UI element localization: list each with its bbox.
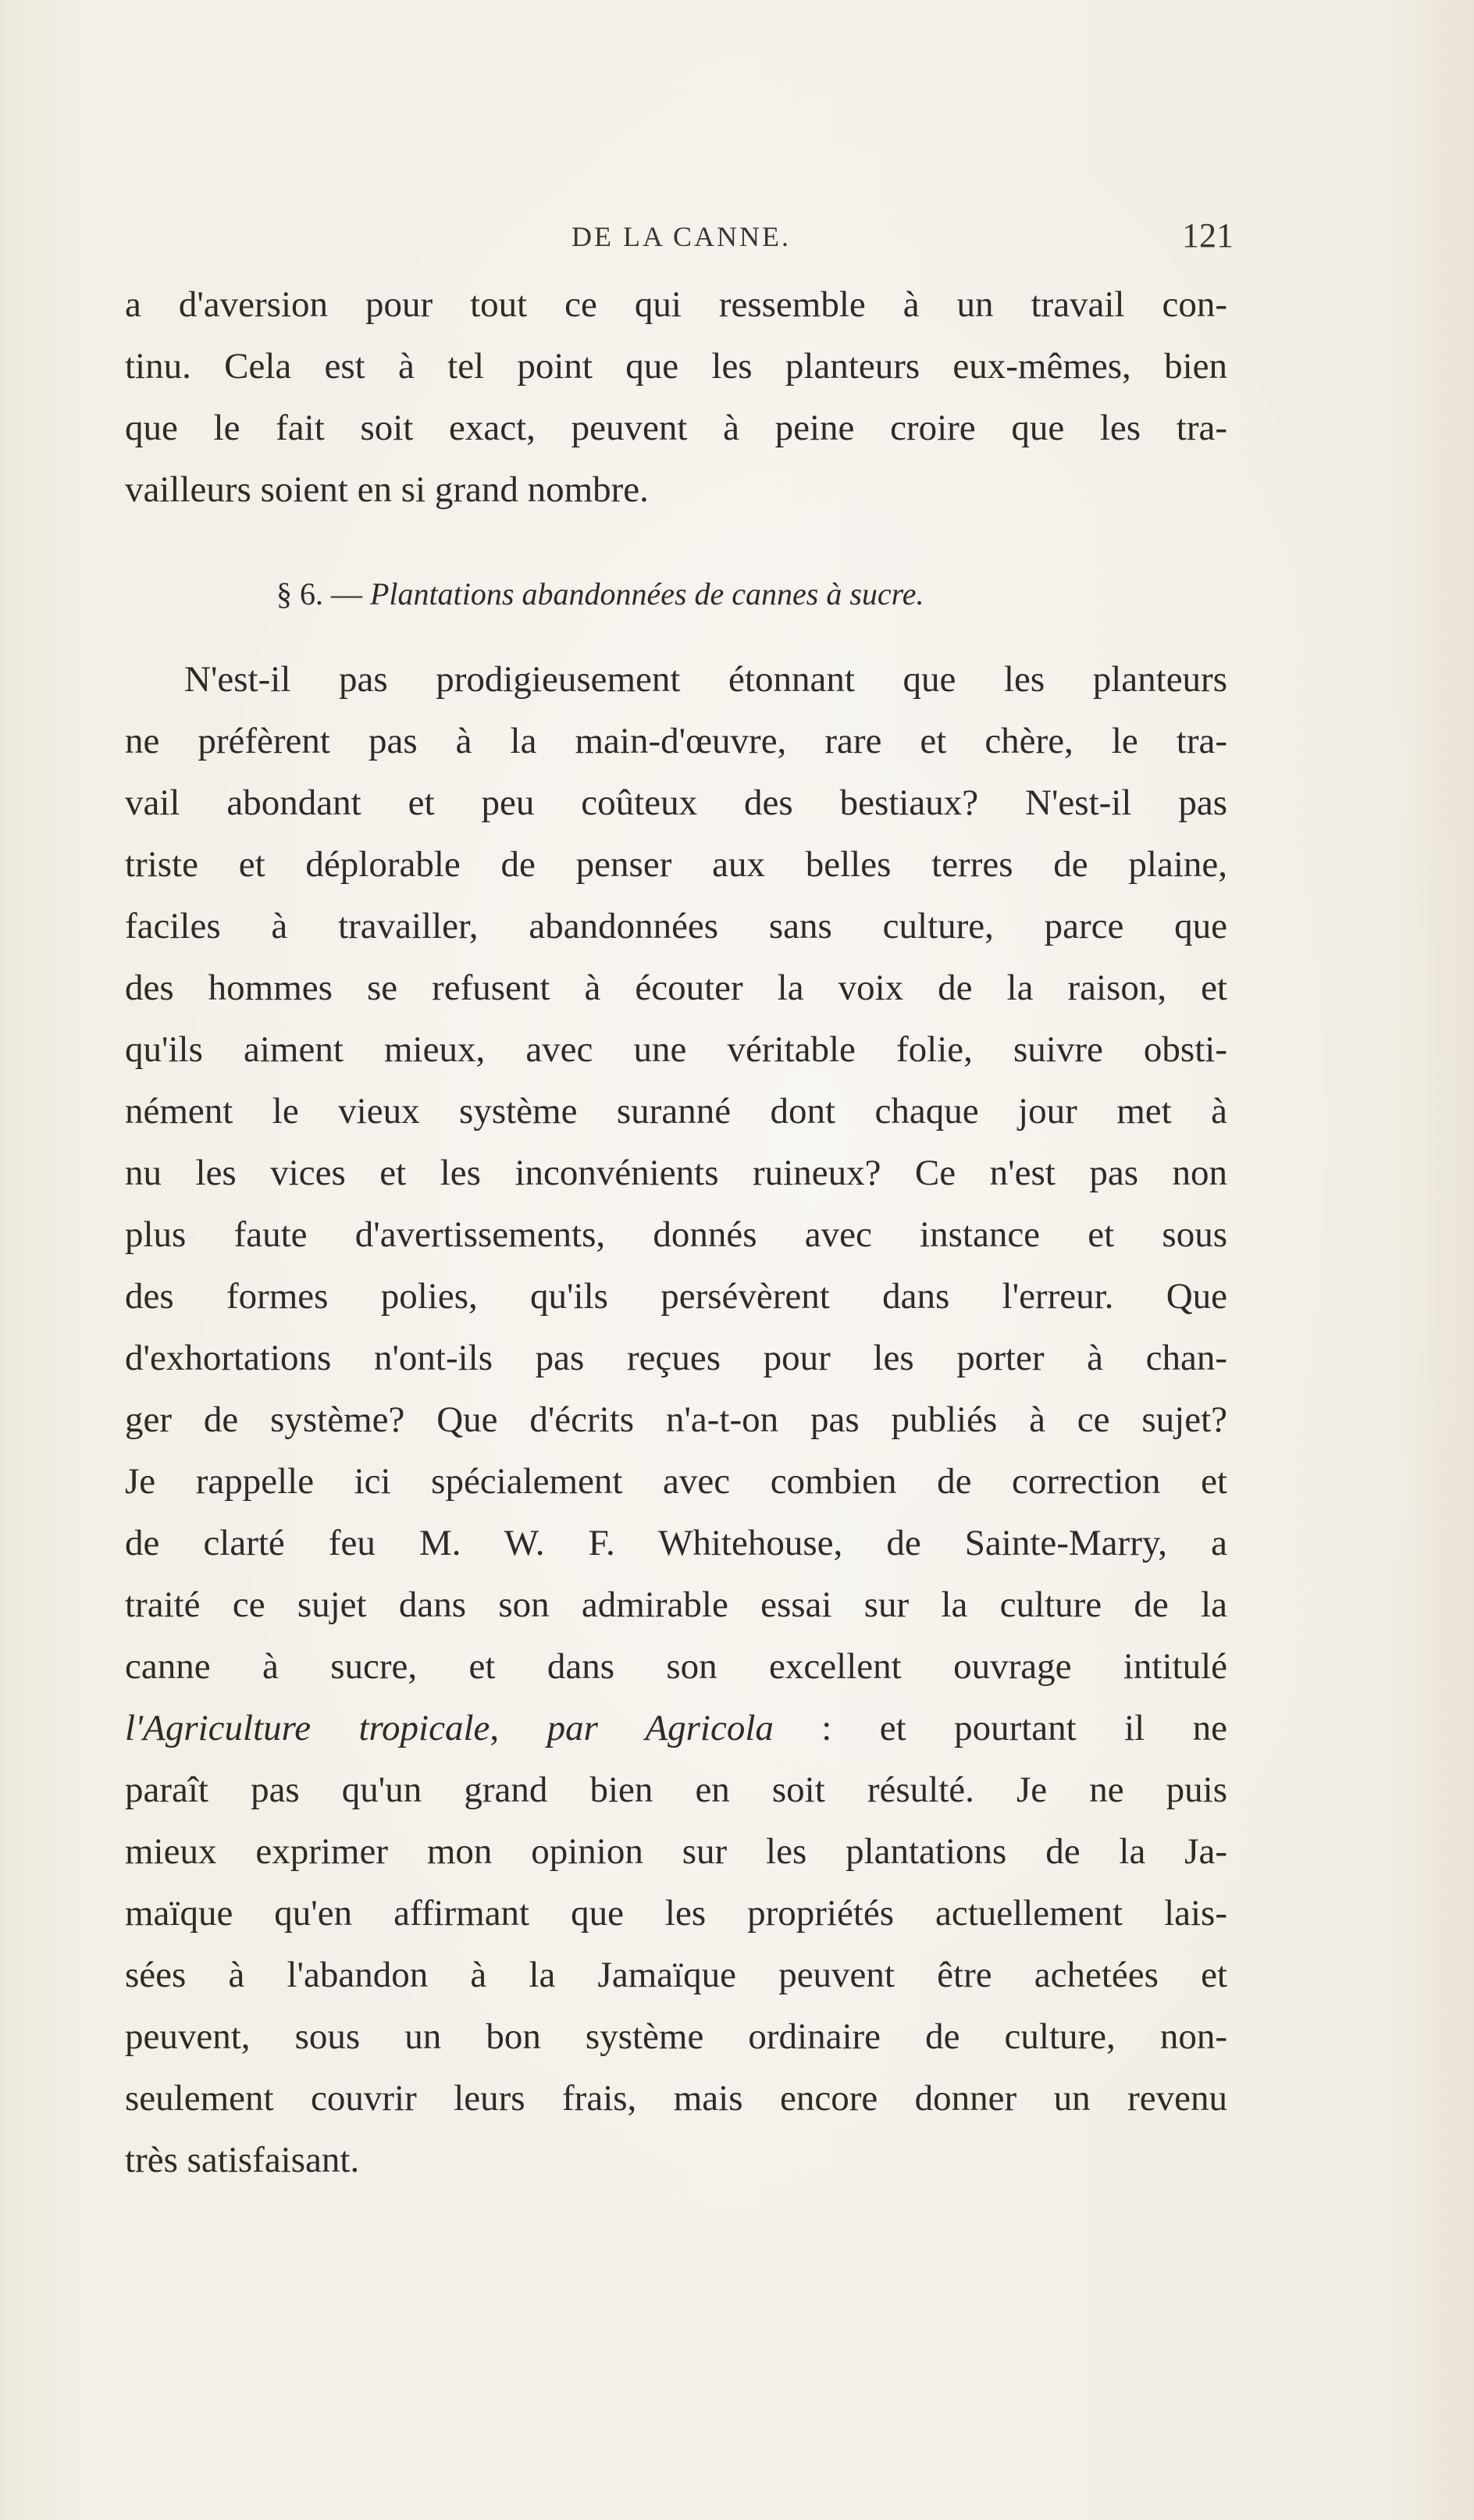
- text-line: des formes polies, qu'ils persévèrent dans l'erreur. Que: [125, 1276, 1227, 1317]
- text-line: d'exhortations n'ont-ils pas reçues pour les porter à chan-: [125, 1338, 1227, 1378]
- text-line: vailleurs soient en si grand nombre.: [125, 469, 649, 510]
- section-title: Plantations abandonnées de cannes à sucre.: [370, 576, 924, 611]
- text-line: Je rappelle ici spécialement avec combien de correction et: [125, 1461, 1227, 1502]
- text-line: faciles à travailler, abandonnées sans culture, parce que: [125, 906, 1227, 946]
- text-line: canne à sucre, et dans son excellent ouvrage intitulé: [125, 1646, 1227, 1687]
- running-head: [125, 216, 1234, 267]
- text-fragment: : et pourtant il ne: [773, 1708, 1227, 1748]
- text-line: ger de système? Que d'écrits n'a-t-on pas publiés à ce sujet?: [125, 1399, 1227, 1440]
- running-head-title: DE LA CANNE.: [571, 221, 791, 252]
- text-line: vail abondant et peu coûteux des bestiaux? N'est-il pas: [125, 782, 1227, 823]
- text-line: de clarté feu M. W. F. Whitehouse, de Sainte-Marry, a: [125, 1523, 1227, 1563]
- text-line: que le fait soit exact, peuvent à peine croire que les tra-: [125, 408, 1227, 448]
- text-line: plus faute d'avertissements, donnés avec instance et sous: [125, 1214, 1227, 1255]
- text-line: nément le vieux système suranné dont chaque jour met à: [125, 1091, 1227, 1132]
- text-line: qu'ils aiment mieux, avec une véritable folie, suivre obsti-: [125, 1029, 1227, 1070]
- text-line: triste et déplorable de penser aux belles terres de plaine,: [125, 844, 1227, 885]
- text-line: peuvent, sous un bon système ordinaire de culture, non-: [125, 2016, 1227, 2057]
- text-line: traité ce sujet dans son admirable essai sur la culture de la: [125, 1584, 1227, 1625]
- text-line: N'est-il pas prodigieusement étonnant que les planteurs: [184, 659, 1227, 700]
- text-line: ne préfèrent pas à la main-d'œuvre, rare et chère, le tra-: [125, 721, 1227, 761]
- text-line: sées à l'abandon à la Jamaïque peuvent être achetées et: [125, 1955, 1227, 1995]
- text-line: maïque qu'en affirmant que les propriétés actuellement lais-: [125, 1893, 1227, 1934]
- italic-author: par Agricola: [547, 1708, 774, 1748]
- text-line: paraît pas qu'un grand bien en soit résulté. Je ne puis: [125, 1770, 1227, 1810]
- text-line-with-italic-title: [125, 1707, 1227, 1749]
- italic-book-title: l'Agriculture tropicale: [125, 1708, 490, 1748]
- text-line: seulement couvrir leurs frais, mais encore donner un revenu: [125, 2078, 1227, 2119]
- separator: ,: [490, 1708, 547, 1748]
- section-number: § 6. —: [276, 576, 362, 611]
- text-line: des hommes se refusent à écouter la voix de la raison, et: [125, 968, 1227, 1008]
- page-number: 121: [1182, 216, 1234, 255]
- text-line: tinu. Cela est à tel point que les planteurs eux-mêmes, bien: [125, 346, 1227, 387]
- text-line: très satisfaisant.: [125, 2140, 360, 2180]
- text-line: a d'aversion pour tout ce qui ressemble à un travail con-: [125, 284, 1227, 325]
- text-line: nu les vices et les inconvénients ruineux? Ce n'est pas non: [125, 1153, 1227, 1193]
- section-heading: [276, 576, 924, 612]
- text-line: mieux exprimer mon opinion sur les plantations de la Ja-: [125, 1831, 1227, 1872]
